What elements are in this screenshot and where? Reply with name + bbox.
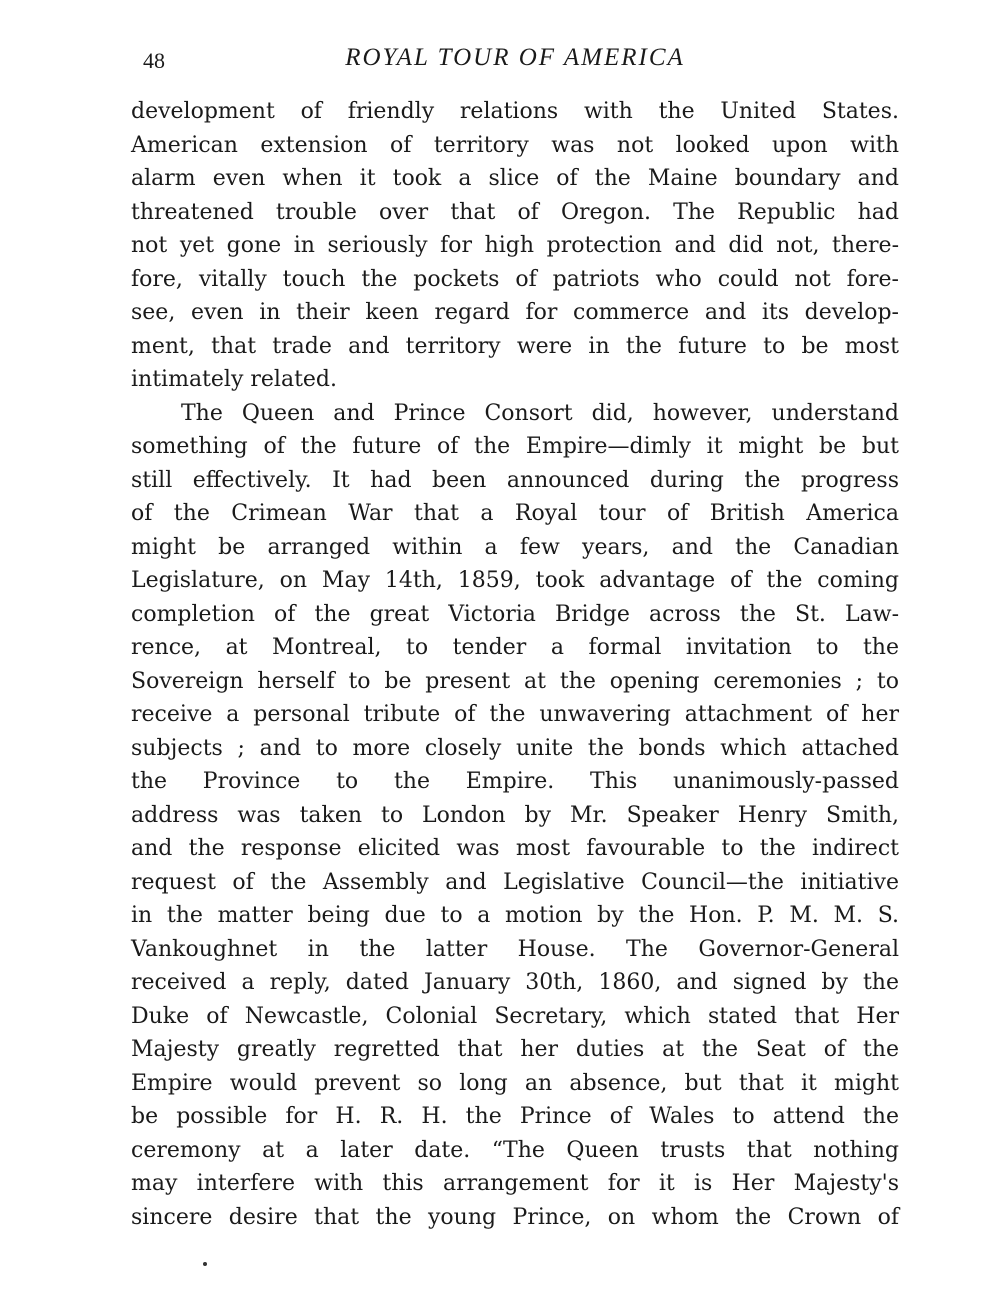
text-line: may interfere with this arrangement for it is Her Majesty's bbox=[131, 1171, 899, 1196]
page-number: 48 bbox=[143, 48, 165, 73]
text-line: something of the future of the Empire—dimly it might be but bbox=[131, 434, 899, 459]
text-line: the Province to the Empire. This unanimously-passed bbox=[131, 769, 899, 794]
text-line: still effectively. It had been announced during the progress bbox=[131, 467, 899, 493]
text-line: rence, at Montreal, to tender a formal invitation to the bbox=[131, 635, 899, 660]
text-line: completion of the great Victoria Bridge across the St. Law- bbox=[131, 601, 899, 627]
text-line: receive a personal tribute of the unwavering attachment of her bbox=[131, 702, 899, 727]
text-line: be possible for H. R. H. the Prince of Wales to attend the bbox=[131, 1104, 899, 1129]
page-header bbox=[131, 44, 899, 78]
text-line: might be arranged within a few years, and the Canadian bbox=[131, 534, 899, 560]
paragraph-1 bbox=[131, 95, 899, 397]
text-line: alarm even when it took a slice of the Maine boundary and bbox=[131, 166, 899, 191]
text-line: threatened trouble over that of Oregon. The Republic had bbox=[131, 199, 899, 225]
text-line: subjects ; and to more closely unite the bonds which attached bbox=[131, 735, 899, 761]
text-line: address was taken to London by Mr. Speaker Henry Smith, bbox=[131, 802, 899, 828]
text-line: Vankoughnet in the latter House. The Governor-General bbox=[131, 936, 899, 962]
text-line: ceremony at a later date. “The Queen trusts that nothing bbox=[131, 1137, 899, 1163]
text-line: in the matter being due to a motion by the Hon. P. M. M. S. bbox=[131, 903, 899, 928]
body-text bbox=[131, 95, 899, 1234]
text-line: Empire would prevent so long an absence, but that it might bbox=[131, 1070, 899, 1096]
text-line: Sovereign herself to be present at the opening ceremonies ; to bbox=[131, 668, 899, 694]
text-line: received a reply, dated January 30th, 1860, and signed by the bbox=[131, 970, 899, 995]
text-line: ment, that trade and territory were in the future to be most bbox=[131, 333, 899, 359]
paragraph-2 bbox=[131, 397, 899, 1235]
text-line: request of the Assembly and Legislative Council—the initiative bbox=[131, 869, 899, 895]
text-line: Majesty greatly regretted that her duties at the Seat of the bbox=[131, 1037, 899, 1062]
ink-speck bbox=[203, 1262, 207, 1266]
text-line: and the response elicited was most favourable to the indirect bbox=[131, 836, 899, 861]
text-line: Legislature, on May 14th, 1859, took advantage of the coming bbox=[131, 568, 899, 593]
text-line: Duke of Newcastle, Colonial Secretary, which stated that Her bbox=[131, 1003, 899, 1029]
text-line: sincere desire that the young Prince, on whom the Crown of bbox=[131, 1204, 899, 1230]
text-line: intimately related. bbox=[131, 367, 338, 392]
text-line: not yet gone in seriously for high protection and did not, there- bbox=[131, 233, 899, 258]
running-head: ROYAL TOUR OF AMERICA bbox=[345, 44, 685, 71]
text-line: of the Crimean War that a Royal tour of British America bbox=[131, 501, 899, 526]
text-line: The Queen and Prince Consort did, however, understand bbox=[181, 400, 899, 426]
text-line: fore, vitally touch the pockets of patriots who could not fore- bbox=[131, 266, 899, 292]
text-line: development of friendly relations with the United States. bbox=[131, 99, 899, 124]
text-line: see, even in their keen regard for commerce and its develop- bbox=[131, 300, 899, 325]
text-line: American extension of territory was not looked upon with bbox=[131, 132, 899, 158]
